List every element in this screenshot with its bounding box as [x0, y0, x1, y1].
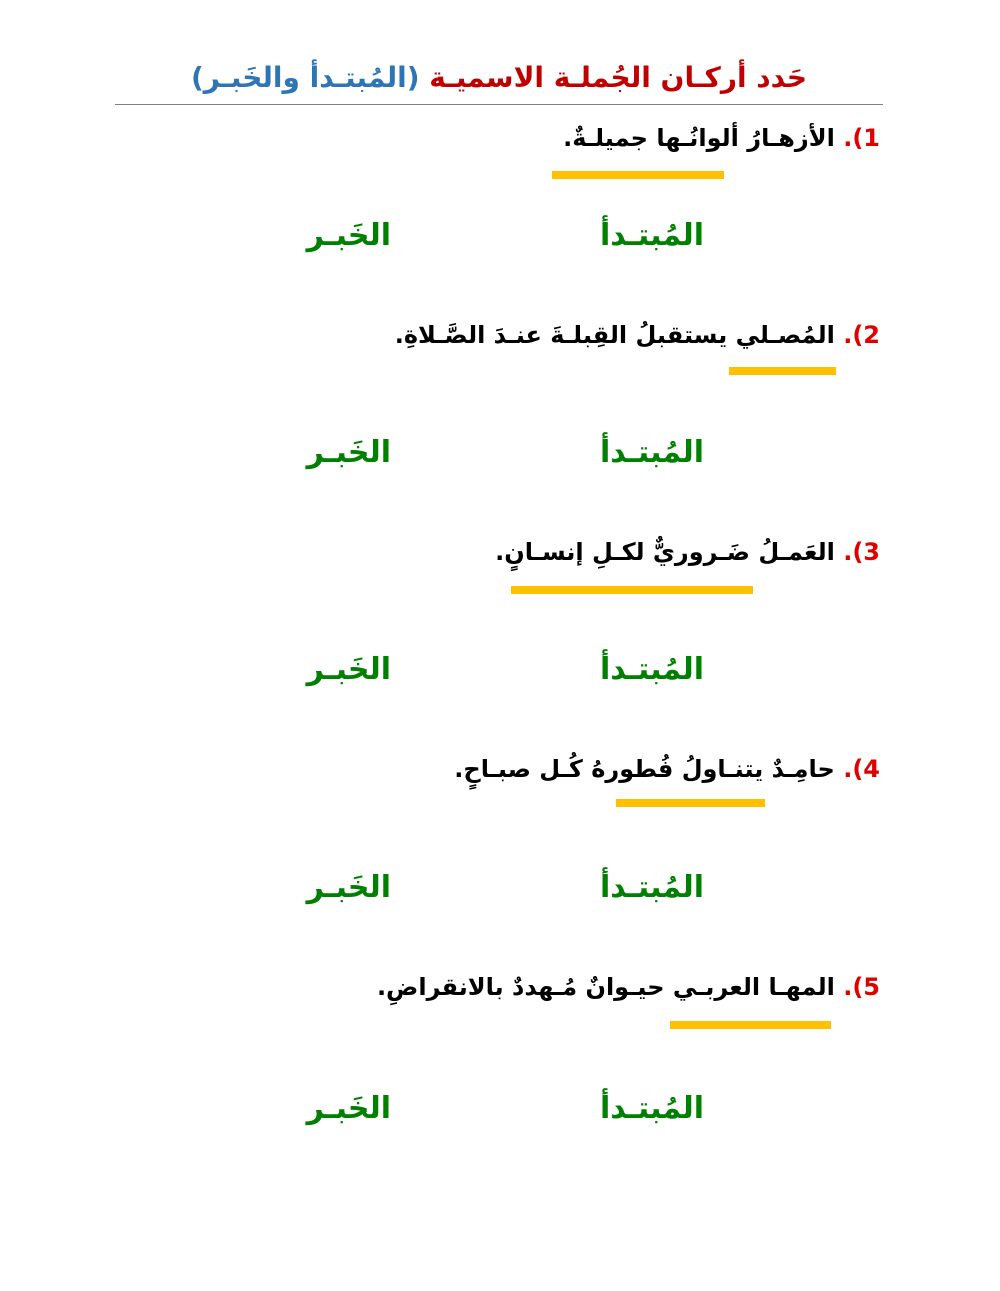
worksheet-title: [115, 58, 883, 98]
question-2: [395, 315, 880, 355]
question-number: 2).: [843, 321, 880, 349]
question-number: 3).: [843, 538, 880, 566]
title-divider: [115, 104, 883, 105]
mubtada-label-2: المُبتـدأ: [599, 435, 704, 470]
khabar-label-3: الخَبـر: [306, 652, 391, 687]
khabar-label-4: الخَبـر: [306, 870, 391, 905]
question-number: 1).: [843, 124, 880, 152]
title-sub: (المُبتـدأ والخَبـر): [190, 61, 420, 94]
mubtada-label-1: المُبتـدأ: [599, 218, 704, 253]
title-main: حَدد أركـان الجُملـة الاسميـة: [429, 61, 808, 94]
answer-highlight-5: [670, 1021, 831, 1029]
khabar-label-5: الخَبـر: [306, 1091, 391, 1126]
question-sentence: حامِـدٌ يتنـاولُ فُطورهُ كُـل صبـاحٍ.: [454, 755, 835, 783]
mubtada-label-3: المُبتـدأ: [599, 652, 704, 687]
question-sentence: العَمـلُ ضَـروريٌّ لكـلِ إنسـانٍ.: [495, 538, 835, 566]
question-sentence: المهـا العربـي حيـوانٌ مُـهددٌ بالانقراضِ.: [376, 973, 835, 1001]
question-4: [454, 749, 880, 789]
mubtada-label-4: المُبتـدأ: [599, 870, 704, 905]
question-1: [563, 118, 880, 158]
question-number: 5).: [843, 973, 880, 1001]
answer-highlight-2: [729, 367, 836, 375]
question-3: [495, 532, 880, 572]
mubtada-label-5: المُبتـدأ: [599, 1091, 704, 1126]
khabar-label-1: الخَبـر: [306, 218, 391, 253]
answer-highlight-4: [616, 799, 765, 807]
khabar-label-2: الخَبـر: [306, 435, 391, 470]
question-number: 4).: [843, 755, 880, 783]
answer-highlight-3: [511, 586, 753, 594]
question-sentence: المُصـلي يستقبلُ القِبلـةَ عنـدَ الصَّـلاةِ.: [394, 321, 835, 349]
answer-highlight-1: [552, 171, 724, 179]
question-sentence: الأزهـارُ ألوانُـها جميلـةٌ.: [563, 124, 835, 152]
question-5: [377, 967, 880, 1007]
